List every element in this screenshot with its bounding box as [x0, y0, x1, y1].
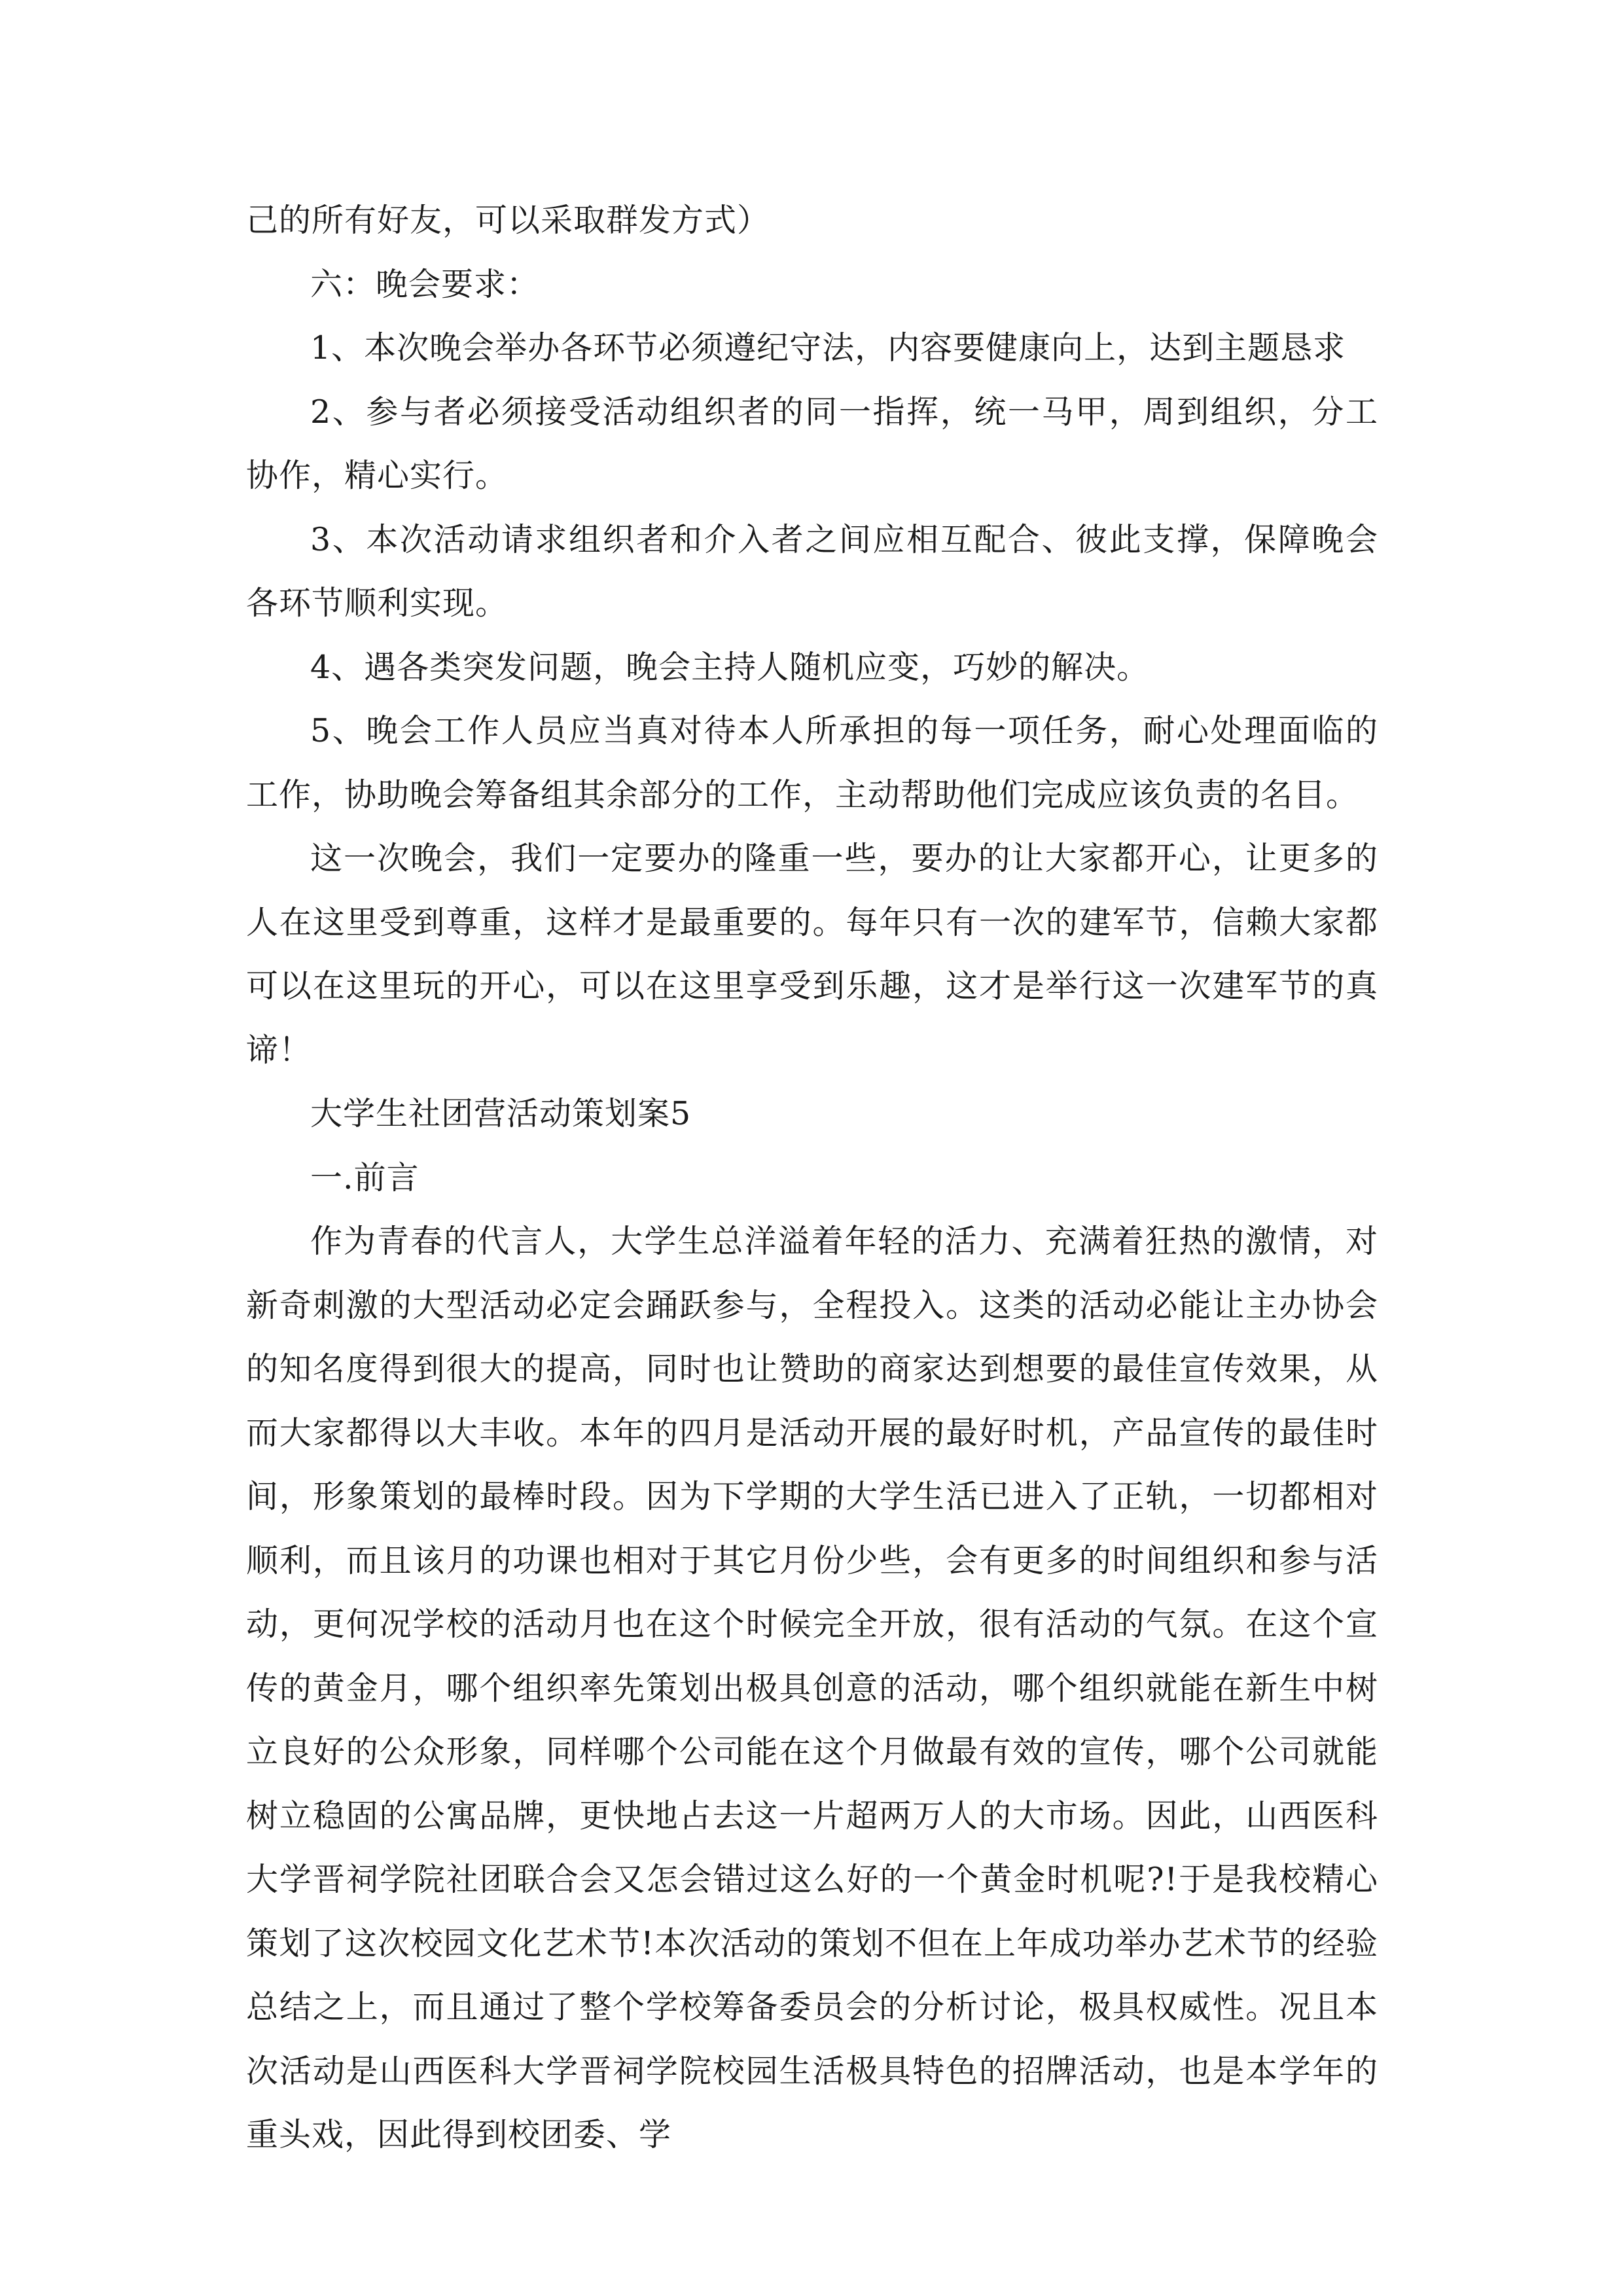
section-heading-party-requirements: 六：晚会要求： — [310, 265, 540, 303]
document-body — [246, 188, 1378, 2167]
requirement-item-1: 1、本次晚会举办各环节必须遵纪守法，内容要健康向上，达到主题恳求 — [310, 329, 1346, 367]
document-title: 大学生社团营活动策划案5 — [310, 1095, 692, 1132]
requirement-item-2: 2、参与者必须接受活动组织者的同一指挥，统一马甲，周到组织，分工协作，精心实行。 — [246, 393, 1378, 494]
paragraph-continuation: 己的所有好友，可以采取群发方式） — [246, 202, 770, 239]
requirement-item-5: 5、晚会工作人员应当真对待本人所承担的每一项任务，耐心处理面临的工作，协助晚会筹备组其余部分的工作，主动帮助他们完成应该负责的名目。 — [246, 712, 1378, 814]
section-heading-preface: 一.前言 — [310, 1158, 419, 1196]
preface-body: 作为青春的代言人，大学生总洋溢着年轻的活力、充满着狂热的激情，对新奇刺激的大型活动必定会踊跃参与，全程投入。这类的活动必能让主办协会的知名度得到很大的提高，同时也让赞助的商家达到想要的最佳宣传效果，从而大家都得以大丰收。本年的四月是活动开展的最好时机，产品宣传的最佳时间，形象策划的最棒时段。因为下学期的大学生活已进入了正轨，一切都相对顺利，而且该月的功课也相对于其它月份少些，会有更多的时间组织和参与活动，更何况学校的活动月也在这个时候完全开放，很有活动的气氛。在这个宣传的黄金月，哪个组织率先策划出极具创意的活动，哪个组织就能在新生中树立良好的公众形象，同样哪个公司能在这个月做最有效的宣传，哪个公司就能树立稳固的公寓品牌，更快地占去这一片超两万人的大市场。因此，山西医科大学晋祠学院社团联合会又怎会错过这么好的一个黄金时机呢?!于是我校精心策划了这次校园文化艺术节!本次活动的策划不但在上年成功举办艺术节的经验总结之上，而且通过了整个学校筹备委员会的分析讨论，极具权威性。况且本次活动是山西医科大学晋祠学院校园生活极具特色的招牌活动，也是本学年的重头戏，因此得到校团委、学 — [246, 1223, 1378, 2153]
requirement-item-3: 3、本次活动请求组织者和介入者之间应相互配合、彼此支撑，保障晚会各环节顺利实现。 — [246, 520, 1378, 622]
requirement-item-4: 4、遇各类突发问题，晚会主持人随机应变，巧妙的解决。 — [310, 648, 1150, 686]
closing-paragraph: 这一次晚会，我们一定要办的隆重一些，要办的让大家都开心，让更多的人在这里受到尊重，这样才是最重要的。每年只有一次的建军节，信赖大家都可以在这里玩的开心，可以在这里享受到乐趣，这才是举行这一次建军节的真谛！ — [246, 840, 1378, 1069]
